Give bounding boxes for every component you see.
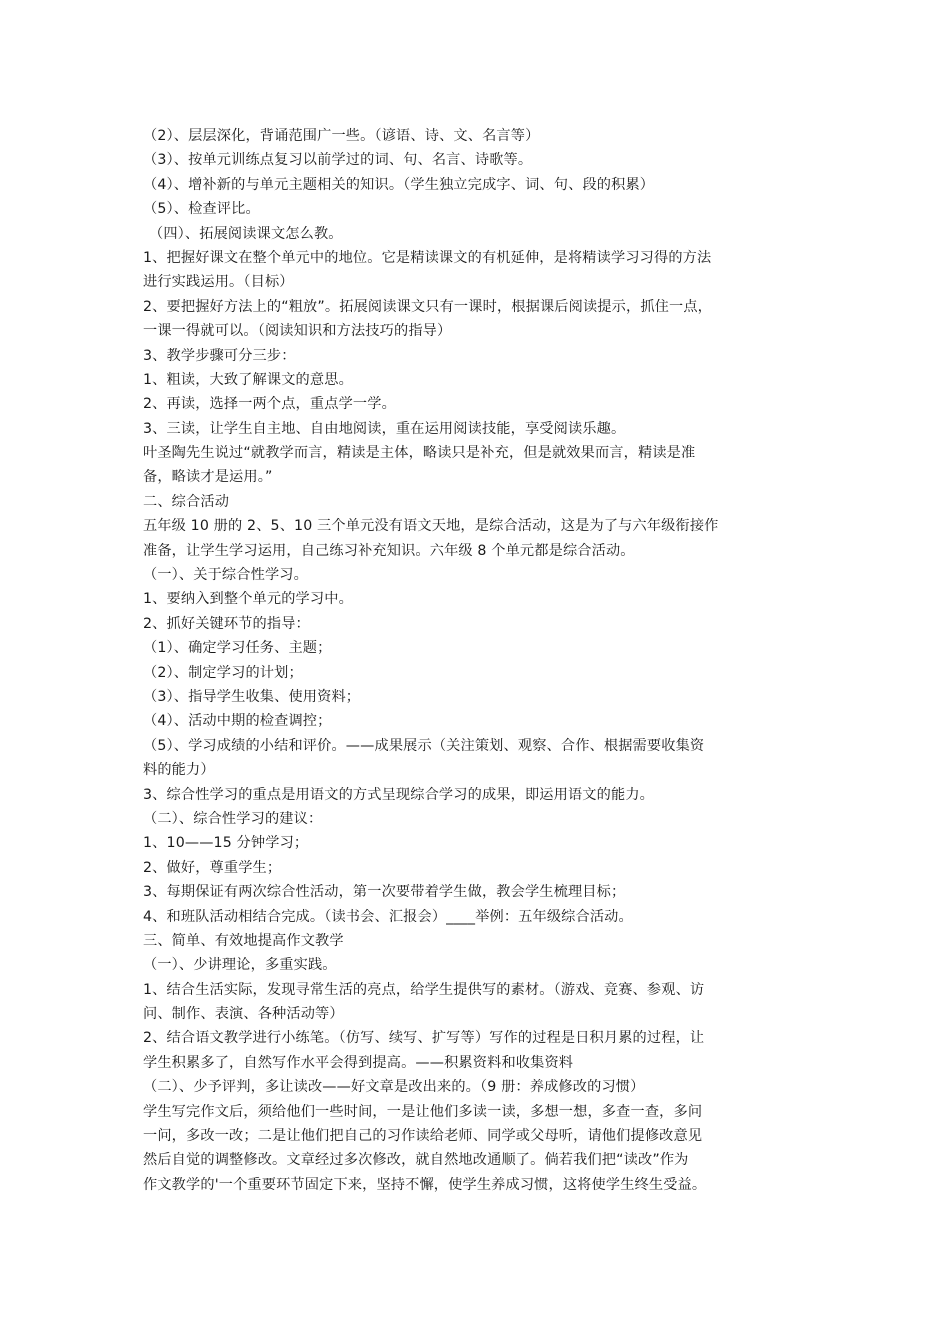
text-line: 作文教学的'一个重要环节固定下来，坚持不懈，使学生养成习惯，这将使学生终生受益。 — [143, 1176, 707, 1193]
text-line: （2）、制定学习的计划； — [143, 664, 303, 681]
text-line: 学生积累多了，自然写作水平会得到提高。——积累资料和收集资料 — [143, 1054, 574, 1071]
text-line: 三、简单、有效地提高作文教学 — [143, 932, 344, 949]
text-line: （2）、层层深化，背诵范围广一些。（谚语、诗、文、名言等） — [143, 128, 540, 144]
text-line: 3、每期保证有两次综合性活动，第一次要带着学生做，教会学生梳理目标； — [143, 884, 626, 901]
text-line: （一）、少讲理论，多重实践。 — [143, 957, 337, 974]
text-line: 2、结合语文教学进行小练笔。（仿写、续写、扩写等）写作的过程是日积月累的过程，让 — [143, 1030, 705, 1047]
text-line: 3、三读，让学生自主地、自由地阅读，重在运用阅读技能，享受阅读乐趣。 — [143, 420, 626, 437]
text-line: 然后自觉的调整修改。文章经过多次修改，就自然地改通顺了。倘若我们把“读改”作为 — [143, 1152, 689, 1169]
text-line: 1、结合生活实际，发现寻常生活的亮点，给学生提供写的素材。（游戏、竞赛、参观、访 — [143, 981, 705, 998]
text-line: 1、把握好课文在整个单元中的地位。它是精读课文的有机延伸，是将精读学习习得的方法 — [143, 249, 712, 266]
text-line: 3、综合性学习的重点是用语文的方式呈现综合学习的成果，即运用语文的能力。 — [143, 786, 654, 803]
text-line: （3）、按单元训练点复习以前学过的词、句、名言、诗歌等。 — [143, 152, 533, 169]
text-line: （4）、增补新的与单元主题相关的知识。（学生独立完成字、词、句、段的积累） — [143, 176, 655, 193]
text-line: （二）、综合性学习的建议： — [143, 810, 323, 827]
text-line: 1、要纳入到整个单元的学习中。 — [143, 591, 353, 608]
text-line: 备，略读才是运用。” — [143, 469, 273, 486]
text-line: （1）、确定学习任务、主题； — [143, 640, 332, 657]
text-line: 一课一得就可以。（阅读知识和方法技巧的指导） — [143, 323, 452, 340]
text-line: （5）、检查评比。 — [143, 201, 260, 218]
text-line: 五年级 10 册的 2、5、10 三个单元没有语文天地，是综合活动，这是为了与六年级衔接作 — [143, 518, 719, 535]
text-line: 2、要把握好方法上的“粗放”。拓展阅读课文只有一课时，根据课后阅读提示，抓住一点， — [143, 298, 713, 315]
text-line: 4、和班队活动相结合完成。（读书会、汇报会）____举例：五年级综合活动。 — [143, 908, 633, 925]
text-line: 2、做好，尊重学生； — [143, 859, 282, 876]
text-line: 一问，多改一改；二是让他们把自己的习作读给老师、同学或父母听，请他们提修改意见 — [143, 1128, 703, 1145]
text-line: 2、抓好关键环节的指导： — [143, 615, 310, 632]
text-line: 1、粗读，大致了解课文的意思。 — [143, 371, 353, 388]
text-line: 料的能力） — [143, 762, 215, 779]
text-line: 3、教学步骤可分三步： — [143, 347, 296, 364]
text-line: （一）、关于综合性学习。 — [143, 567, 308, 584]
text-line: （4）、活动中期的检查调控； — [143, 713, 332, 730]
text-line: 学生写完作文后，须给他们一些时间，一是让他们多读一读，多想一想，多查一查，多问 — [143, 1103, 703, 1120]
text-line: 二、综合活动 — [143, 493, 230, 510]
document-body — [143, 124, 818, 1197]
text-line: （四）、拓展阅读课文怎么教。 — [149, 225, 343, 242]
text-line: 问、制作、表演、各种活动等） — [143, 1006, 344, 1023]
text-line: 准备，让学生学习运用，自己练习补充知识。六年级 8 个单元都是综合活动。 — [143, 542, 635, 559]
text-line: 1、10——15 分钟学习； — [143, 835, 309, 852]
text-line: （3）、指导学生收集、使用资料； — [143, 688, 361, 705]
text-line: （二）、少予评判，多让读改——好文章是改出来的。（9 册：养成修改的习惯） — [143, 1079, 645, 1096]
text-line: 进行实践运用。（目标） — [143, 274, 294, 291]
text-line: （5）、学习成绩的小结和评价。——成果展示（关注策划、观察、合作、根据需要收集资 — [143, 737, 705, 754]
text-line: 2、再读，选择一两个点，重点学一学。 — [143, 396, 396, 413]
text-line: 叶圣陶先生说过“就教学而言，精读是主体，略读只是补充，但是就效果而言，精读是准 — [143, 445, 696, 462]
